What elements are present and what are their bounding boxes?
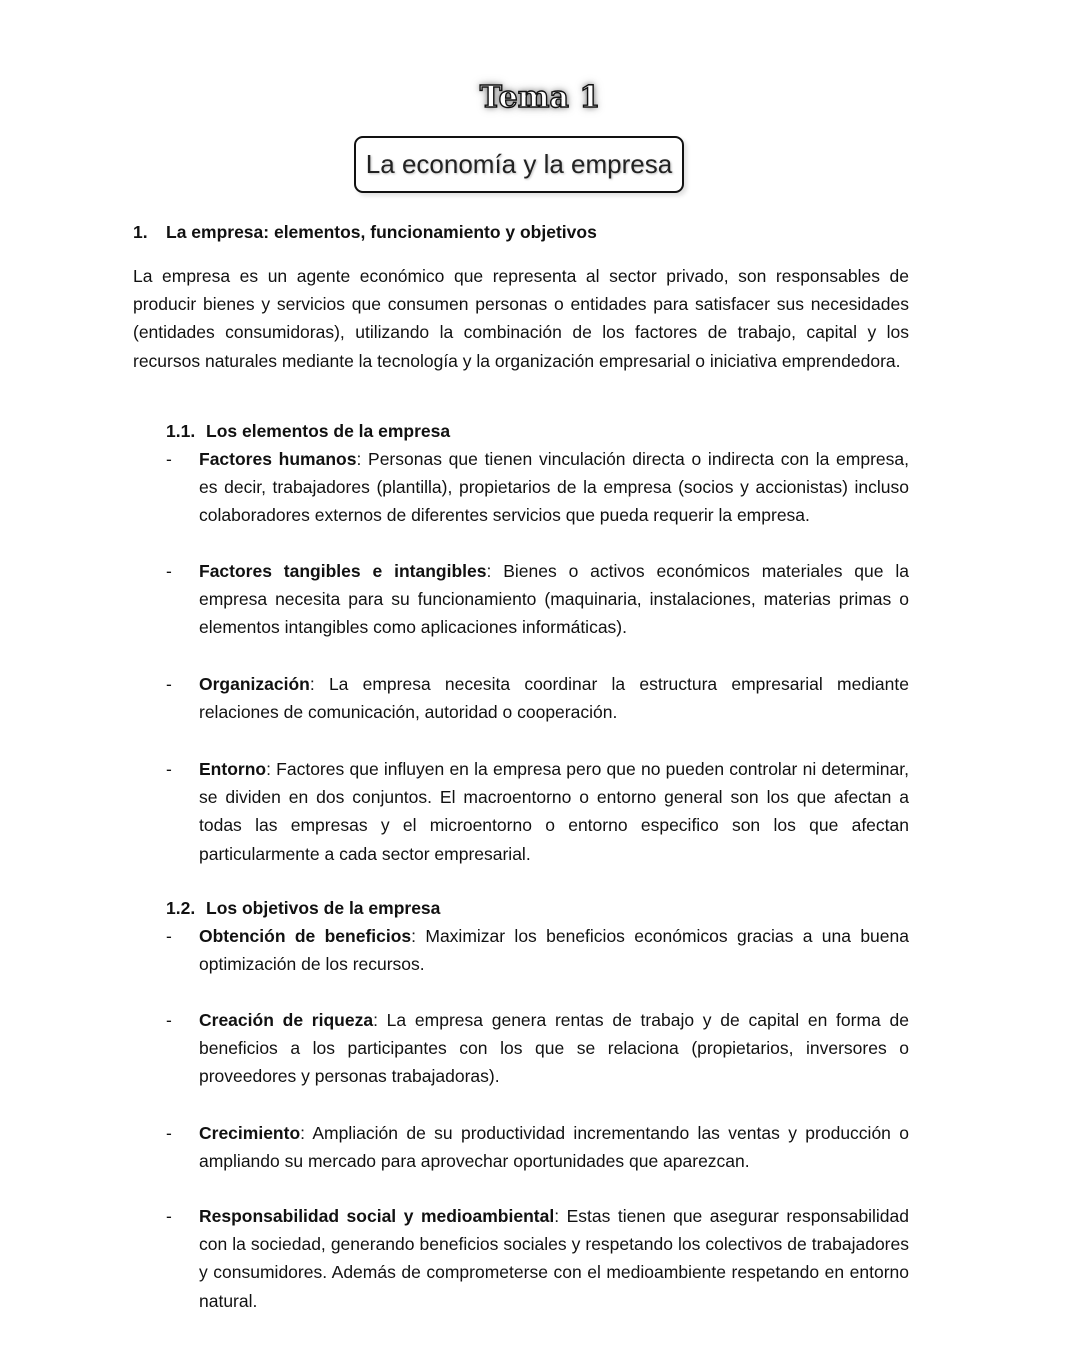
list-item-text: : Personas que tienen vinculación directa o indirecta con la empresa, es decir, trabajadores (plantilla), propietarios de la empresa (socios y accionistas) incluso colaboradores externos de diferentes servicios que pueda requerir la empresa. <box>199 449 909 526</box>
subsection-number: 1.2. <box>166 898 196 918</box>
bullet-dash: - <box>166 1010 172 1030</box>
intro-paragraph: La empresa es un agente económico que representa al sector privado, son responsables de producir bienes y servicios que consumen personas o entidades para satisfacer sus necesidades (entidades consumidoras), utilizando la combinación de los factores de trabajo, capital y los recursos naturales mediante la tecnología y la organización empresarial o iniciativa emprendedora. <box>133 266 909 371</box>
list-item-text: : Estas tienen que asegurar responsabilidad con la sociedad, generando beneficios sociales y respetando los colectivos de trabajadores y consumidores. Además de comprometerse con el medioambiente respetando en entorno natural. <box>199 1206 909 1311</box>
bullet-dash: - <box>166 926 172 946</box>
section-1-heading <box>133 220 597 244</box>
chapter-subtitle: La economía y la empresa <box>365 149 673 179</box>
list-item-term: Factores tangibles e intangibles <box>199 561 487 581</box>
list-item-text: : Maximizar los beneficios económicos gracias a una buena optimización de los recursos. <box>199 926 909 975</box>
subsection-1-1-heading <box>166 419 450 443</box>
list-item-text: : Factores que influyen en la empresa pero que no pueden controlar ni determinar, se dividen en dos conjuntos. El macroentorno o entorno general son los que afectan a todas las empresas y el microentorno o entorno especifico son los que afectan particularmente a cada sector empresarial. <box>199 759 909 864</box>
list-item-body <box>199 1006 909 1091</box>
bullet-dash: - <box>166 561 172 581</box>
subsection-title: Los elementos de la empresa <box>206 421 451 441</box>
list-item-text: : La empresa genera rentas de trabajo y de capital en forma de beneficios a los participantes con los que se relaciona (propietarios, inversores o proveedores y personas trabajadoras). <box>199 1010 909 1087</box>
subsection-number: 1.1. <box>166 421 196 441</box>
list-item-body <box>199 557 909 642</box>
list-item-body <box>199 755 909 868</box>
bullet-dash: - <box>166 449 172 469</box>
list-item-text: : Ampliación de su productividad incrementando las ventas y producción o ampliando su mercado para aprovechar oportunidades que aparezcan. <box>199 1123 909 1172</box>
list-item-term: Crecimiento <box>199 1123 301 1143</box>
bullet-dash: - <box>166 1123 172 1143</box>
bullet-dash: - <box>166 674 172 694</box>
bullet-dash: - <box>166 759 172 779</box>
list-item-text: : Bienes o activos económicos materiales que la empresa necesita para su funcionamiento (maquinaria, instalaciones, materias primas o elementos intangibles como aplicaciones informáticas). <box>199 561 909 638</box>
list-item-body <box>199 922 909 978</box>
list-item-text: : La empresa necesita coordinar la estructura empresarial mediante relaciones de comunicación, autoridad o cooperación. <box>199 674 909 723</box>
list-item-body <box>199 1119 909 1175</box>
chapter-title: Tema 1 <box>479 80 601 115</box>
subsection-1-2-heading <box>166 896 440 920</box>
chapter-subtitle-box <box>354 136 684 193</box>
section-number: 1. <box>133 222 148 242</box>
subsection-title: Los objetivos de la empresa <box>206 898 441 918</box>
list-item-term: Factores humanos <box>199 449 357 469</box>
list-item-term: Organización <box>199 674 310 694</box>
list-item-body <box>199 445 909 530</box>
list-item-body <box>199 1202 909 1315</box>
section-title: La empresa: elementos, funcionamiento y objetivos <box>166 222 597 242</box>
list-item-term: Obtención de beneficios <box>199 926 412 946</box>
list-item-term: Entorno <box>199 759 267 779</box>
list-item-body <box>199 670 909 726</box>
bullet-dash: - <box>166 1206 172 1226</box>
list-item-term: Responsabilidad social y medioambiental <box>199 1206 555 1226</box>
list-item-term: Creación de riqueza <box>199 1010 374 1030</box>
